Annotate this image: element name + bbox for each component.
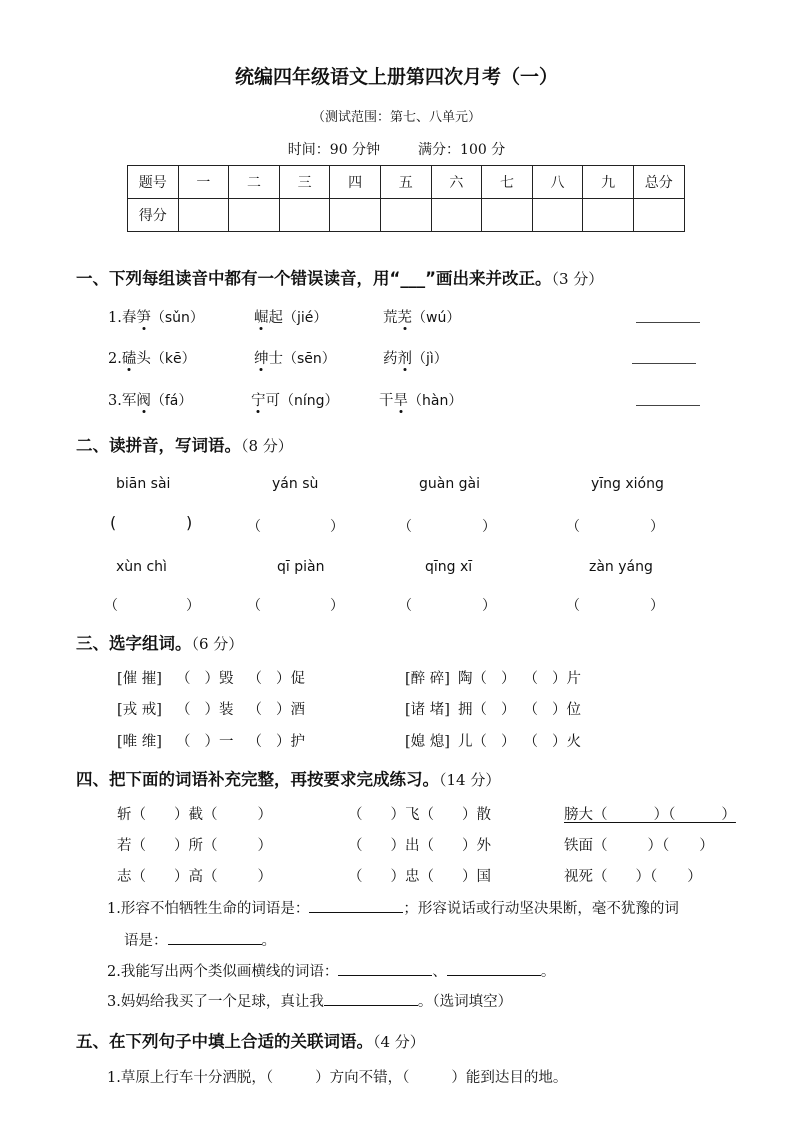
text-fragment: ）	[699, 838, 714, 854]
text-fragment: ）	[257, 838, 272, 854]
text-fragment: ）	[275, 702, 291, 718]
text-fragment: ）	[204, 702, 219, 718]
text-fragment: ）	[204, 671, 219, 687]
text-fragment: ）外	[462, 838, 491, 854]
answer-paren-close: )	[186, 513, 193, 532]
text-fragment: （sǔn）	[150, 310, 204, 326]
text-fragment: （níng）	[280, 393, 339, 409]
pinyin-3: guàn gài	[419, 476, 481, 492]
text-fragment: （wú）	[412, 310, 461, 326]
score-cell: 得分	[128, 199, 179, 232]
text-fragment: ；形容说话或行动坚决果断，毫不犹豫的词	[403, 901, 679, 917]
text-fragment: （	[348, 838, 363, 854]
score-table-score-row	[128, 199, 685, 232]
q4-row-2-b	[348, 834, 491, 855]
q4-sub-3	[107, 990, 512, 1011]
q1-item-3-c	[379, 389, 462, 410]
text-fragment: （	[523, 734, 538, 750]
text-fragment: 拥（	[457, 702, 487, 718]
text-fragment: 陶（	[457, 671, 487, 687]
score-input-cell[interactable]	[633, 199, 684, 232]
q4-sub-1	[107, 897, 679, 918]
text-fragment: 宁	[251, 393, 266, 409]
answer-blank[interactable]	[324, 991, 418, 1006]
q1-item-2-c	[383, 347, 448, 368]
q4-sub-1-cont	[124, 929, 276, 950]
text-fragment: 1.草原上行车十分洒脱，（	[107, 1070, 274, 1086]
text-fragment: ）	[500, 671, 516, 687]
pinyin-5: xùn chì	[116, 559, 167, 575]
text-fragment: 阀	[136, 393, 151, 409]
text-fragment: 语是：	[124, 933, 168, 949]
text-fragment: 头	[136, 351, 151, 367]
text-fragment: 。（选词填空）	[417, 994, 513, 1010]
text-fragment: ）飞（	[390, 807, 434, 823]
page-title: 统编四年级语文上册第四次月考（一）	[234, 66, 558, 88]
text-fragment: ）高（	[174, 869, 218, 885]
q4-row-3-b	[348, 865, 491, 886]
text-fragment: 。	[261, 933, 276, 949]
score-input-cell[interactable]	[532, 199, 583, 232]
q3-row-3-left	[117, 730, 305, 751]
text-fragment: ）所（	[174, 838, 218, 854]
text-fragment: （	[523, 671, 538, 687]
text-fragment: 可	[265, 393, 280, 409]
q4-row-3-c	[564, 865, 702, 886]
q1-answer-line-1[interactable]	[636, 321, 700, 323]
answer-blank[interactable]	[447, 961, 541, 976]
text-fragment: ）	[275, 734, 291, 750]
text-fragment: ）	[204, 734, 219, 750]
text-fragment: 斩（	[117, 807, 146, 823]
answer-paren-open: （	[104, 598, 118, 614]
text-fragment: （	[247, 671, 262, 687]
text-fragment: （hàn）	[408, 393, 463, 409]
q1-item-1-b	[254, 306, 327, 327]
q1-item-2-a	[108, 347, 196, 368]
pinyin-8: zàn yáng	[589, 559, 653, 575]
text-fragment: 四、把下面的词语补充完整，再按要求完成练习。	[76, 770, 439, 789]
q4-sub-2	[107, 960, 555, 981]
q3-row-1-right	[405, 667, 581, 688]
text-fragment: 干	[379, 393, 394, 409]
answer-paren-open: （	[566, 519, 580, 535]
pinyin-4: yīng xióng	[591, 476, 664, 492]
score-cell: 四	[330, 166, 381, 199]
text-fragment: ）	[551, 734, 567, 750]
text-fragment: （4 分）	[373, 1033, 425, 1051]
text-fragment: 磕	[121, 351, 137, 367]
text-fragment: 芜	[397, 310, 412, 326]
score-cell: 五	[380, 166, 431, 199]
q3-row-2-right	[405, 698, 581, 719]
text-fragment: 荒	[383, 310, 398, 326]
score-cell: 题号	[128, 166, 179, 199]
text-fragment: 士	[268, 351, 283, 367]
score-cell: 八	[532, 166, 583, 199]
text-fragment: （6 分）	[191, 635, 244, 653]
answer-paren-open: （	[566, 598, 580, 614]
text-fragment: ）	[551, 671, 567, 687]
text-fragment: 酒	[290, 702, 305, 718]
text-fragment: 促	[290, 671, 305, 687]
text-fragment: 。	[540, 964, 556, 980]
text-fragment: （jì）	[412, 351, 448, 367]
text-fragment: 片	[566, 671, 581, 687]
q5-sub-1	[107, 1066, 567, 1087]
section-3-heading	[76, 630, 243, 654]
text-fragment: [诸 堵]	[405, 702, 450, 718]
text-fragment: （	[247, 702, 262, 718]
text-fragment: 剂	[397, 351, 412, 367]
text-fragment: 笋	[136, 310, 151, 326]
answer-blank[interactable]	[168, 930, 262, 945]
text-fragment: （	[523, 702, 538, 718]
text-fragment: ）	[257, 807, 272, 823]
text-fragment: ）	[500, 734, 516, 750]
q1-answer-line-3[interactable]	[636, 404, 700, 406]
text-fragment: ）	[275, 671, 291, 687]
text-fragment: ）	[551, 702, 567, 718]
answer-paren-open: （	[398, 598, 412, 614]
text-fragment: 一、下列每组读音中都有一个错误读音，用“___”画出来并改正。	[76, 269, 552, 288]
score-input-cell[interactable]	[583, 199, 634, 232]
text-fragment: 军	[121, 393, 137, 409]
score-input-cell[interactable]	[279, 199, 330, 232]
text-fragment: （jié）	[283, 310, 328, 326]
text-fragment: 装	[218, 702, 234, 718]
full-score: 满分：100 分	[418, 142, 506, 158]
text-fragment: 1.	[108, 310, 122, 326]
pinyin-7: qīng xī	[425, 559, 473, 575]
text-fragment: 2.我能写出两个类似画横线的词语：	[107, 964, 339, 980]
text-fragment: （	[175, 671, 191, 687]
text-fragment: ）能到达目的地。	[451, 1070, 568, 1086]
text-fragment: （	[348, 807, 363, 823]
score-cell: 一	[178, 166, 229, 199]
text-fragment: （3 分）	[551, 270, 604, 288]
text-fragment: 铁面（	[564, 838, 608, 854]
answer-paren-open: （	[398, 519, 412, 535]
time-limit: 时间：90 分钟	[287, 142, 381, 158]
text-fragment: 五、在下列句子中填上合适的关联词语。	[76, 1032, 373, 1051]
text-fragment: 旱	[393, 393, 408, 409]
score-cell: 六	[431, 166, 482, 199]
section-1-heading	[76, 265, 603, 289]
answer-blank[interactable]	[309, 898, 403, 913]
text-fragment: ）（	[635, 869, 658, 885]
text-fragment: 3.妈妈给我买了一个足球，真让我	[107, 994, 324, 1010]
q3-row-2-left	[117, 698, 305, 719]
text-fragment: 起	[268, 310, 283, 326]
text-fragment: 毁	[218, 671, 234, 687]
text-fragment: 绅	[254, 351, 269, 367]
answer-paren-close: ）	[186, 598, 200, 614]
score-input-cell[interactable]	[229, 199, 280, 232]
text-fragment: （	[175, 702, 191, 718]
text-fragment: （14 分）	[439, 771, 501, 789]
q4-row-2-a	[117, 834, 272, 855]
text-fragment: 二、读拼音，写词语。	[76, 436, 241, 455]
score-cell: 九	[583, 166, 634, 199]
answer-paren-close: ）	[482, 519, 496, 535]
time-info	[0, 139, 793, 159]
text-fragment: 儿（	[457, 734, 487, 750]
answer-blank[interactable]	[338, 961, 432, 976]
text-fragment: 2.	[108, 351, 122, 367]
section-4-heading	[76, 766, 500, 790]
text-fragment: 三、选字组词。	[76, 634, 192, 653]
text-fragment: 一	[218, 734, 234, 750]
score-input-cell[interactable]	[178, 199, 229, 232]
q4-row-1-b	[348, 803, 491, 824]
text-fragment: 若（	[117, 838, 146, 854]
text-fragment: （	[348, 869, 363, 885]
text-fragment: ）	[257, 869, 272, 885]
text-fragment: 志（	[117, 869, 146, 885]
q1-item-1-c	[383, 306, 460, 327]
text-fragment: ）忠（	[390, 869, 434, 885]
score-input-cell[interactable]	[431, 199, 482, 232]
section-2-heading	[76, 432, 293, 456]
text-fragment: （	[175, 734, 191, 750]
answer-paren-close: ）	[482, 598, 496, 614]
answer-paren-close: ）	[330, 519, 344, 535]
text-fragment: [戎 戒]	[117, 702, 162, 718]
score-cell: 二	[229, 166, 280, 199]
text-fragment: ）散	[462, 807, 491, 823]
q1-item-3-b	[251, 389, 339, 410]
text-fragment: （8 分）	[241, 437, 293, 455]
answer-paren-open: （	[247, 519, 261, 535]
text-fragment: 药	[383, 351, 398, 367]
score-input-cell[interactable]	[482, 199, 533, 232]
answer-paren-open: (	[110, 513, 117, 532]
text-fragment: ）	[500, 702, 516, 718]
q1-item-1-a	[108, 306, 204, 327]
score-table-header-row	[128, 166, 685, 199]
q3-row-3-right	[405, 730, 581, 751]
q4-row-1-c: 膀大（ ）（ ）	[564, 807, 736, 823]
text-fragment: ）方向不错，（	[315, 1070, 410, 1086]
text-fragment: 1.形容不怕牺牲生命的词语是：	[107, 901, 310, 917]
score-input-cell[interactable]	[380, 199, 431, 232]
score-cell: 三	[279, 166, 330, 199]
text-fragment: 3.	[108, 393, 122, 409]
text-fragment: 火	[566, 734, 581, 750]
text-fragment: 、	[432, 964, 447, 980]
q4-row-1-a	[117, 803, 272, 824]
text-fragment: （	[247, 734, 262, 750]
text-fragment: 位	[566, 702, 581, 718]
text-fragment: 春	[121, 310, 137, 326]
text-fragment: ）截（	[174, 807, 218, 823]
pinyin-1: biān sài	[116, 476, 171, 492]
q4-row-3-a	[117, 865, 272, 886]
text-fragment: （kē）	[150, 351, 196, 367]
answer-paren-close: ）	[650, 519, 664, 535]
text-fragment: [醉 碎]	[405, 671, 450, 687]
text-fragment: 视死（	[564, 869, 608, 885]
q1-item-2-b	[254, 347, 336, 368]
answer-paren-open: （	[247, 598, 261, 614]
score-table	[127, 165, 685, 232]
pinyin-6: qī piàn	[277, 559, 325, 575]
text-fragment: [催 摧]	[117, 671, 162, 687]
text-fragment: ）出（	[390, 838, 434, 854]
text-fragment: 护	[290, 734, 305, 750]
section-5-heading	[76, 1028, 425, 1052]
pinyin-2: yán sù	[272, 476, 319, 492]
score-input-cell[interactable]	[330, 199, 381, 232]
text-fragment: （sēn）	[283, 351, 336, 367]
text-fragment: 崛	[254, 310, 269, 326]
test-scope: （测试范围：第七、八单元）	[311, 110, 481, 125]
score-cell: 总分	[633, 166, 684, 199]
text-fragment: ）（	[647, 838, 670, 854]
q1-answer-line-2[interactable]	[632, 362, 696, 364]
text-fragment: ）国	[462, 869, 491, 885]
text-fragment: [媳 熄]	[405, 734, 450, 750]
q3-row-1-left	[117, 667, 305, 688]
answer-paren-close: ）	[650, 598, 664, 614]
text-fragment: [唯 维]	[117, 734, 162, 750]
q1-item-3-a	[108, 389, 192, 410]
score-cell: 七	[482, 166, 533, 199]
text-fragment: （fá）	[150, 393, 193, 409]
text-fragment: ）	[687, 869, 702, 885]
answer-paren-close: ）	[330, 598, 344, 614]
q4-row-2-c	[564, 834, 714, 855]
